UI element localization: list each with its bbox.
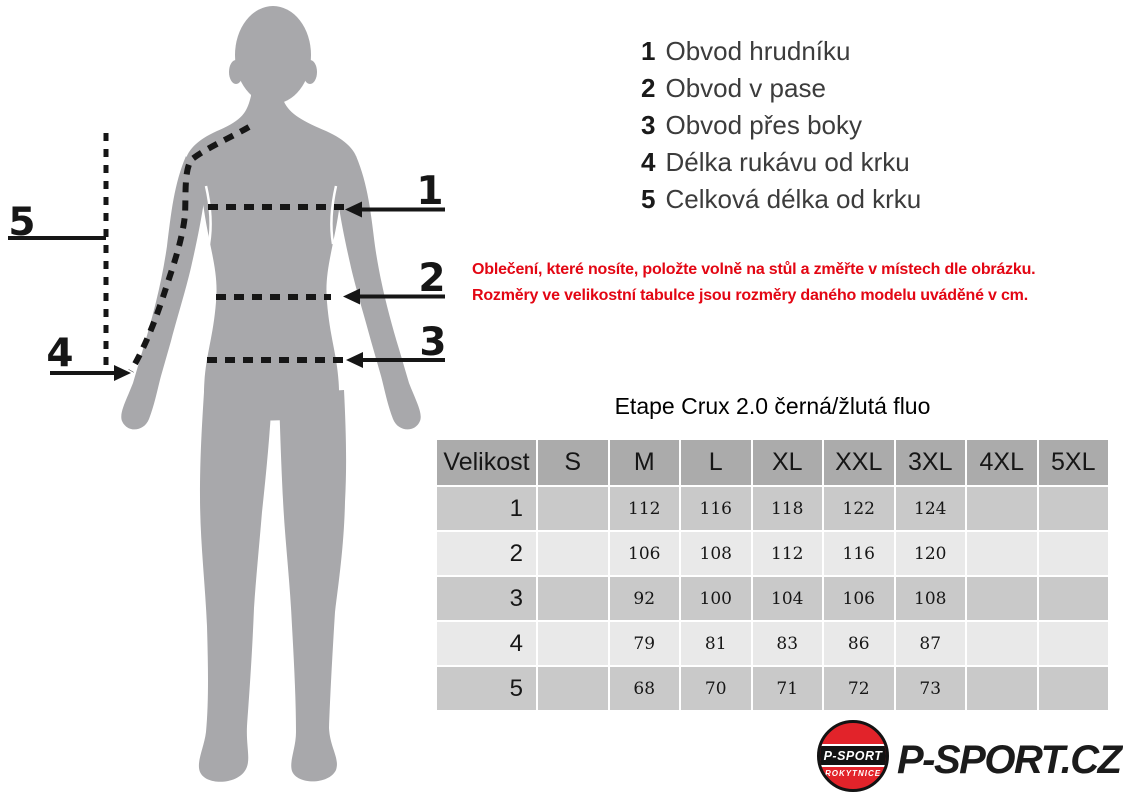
cell: 70 <box>681 667 751 710</box>
product-title: Etape Crux 2.0 černá/žlutá fluo <box>614 393 931 419</box>
instructions-line-2: Rozměry ve velikostní tabulce jsou rozměry daného modelu uváděné v cm. <box>472 287 1028 304</box>
row-label: 2 <box>437 532 536 575</box>
column-header-s: S <box>538 440 608 485</box>
logo-band-text: P-SPORT <box>823 748 883 763</box>
psport-logo-badge <box>817 720 889 792</box>
cell <box>538 622 608 665</box>
arrowhead-2 <box>343 289 360 305</box>
psport-wordmark: P-SPORT.CZ <box>897 738 1121 782</box>
cell <box>967 667 1037 710</box>
marker-3: 3 <box>419 320 447 365</box>
legend-label: Obvod hrudníku <box>665 36 851 66</box>
table-row <box>437 577 1108 620</box>
legend-number: 1 <box>641 36 656 66</box>
cell <box>1039 487 1109 530</box>
cell <box>967 532 1037 575</box>
cell: 83 <box>753 622 823 665</box>
cell <box>538 487 608 530</box>
measurement-legend <box>641 33 921 218</box>
legend-item <box>641 181 921 218</box>
marker-4: 4 <box>46 331 74 376</box>
cell: 120 <box>896 532 966 575</box>
cell: 81 <box>681 622 751 665</box>
cell: 108 <box>681 532 751 575</box>
column-header-velikost: Velikost <box>437 440 536 485</box>
legend-label: Celková délka od krku <box>665 184 922 214</box>
cell: 104 <box>753 577 823 620</box>
cell: 86 <box>824 622 894 665</box>
row-label: 1 <box>437 487 536 530</box>
body-silhouette <box>121 6 420 782</box>
legend-item <box>641 33 921 70</box>
cell: 124 <box>896 487 966 530</box>
cell: 118 <box>753 487 823 530</box>
table-row <box>437 667 1108 710</box>
instructions-line-1: Oblečení, které nosíte, položte volně na stůl a změřte v místech dle obrázku. <box>472 261 1036 278</box>
legend-item <box>641 70 921 107</box>
cell: 79 <box>610 622 680 665</box>
cell: 108 <box>896 577 966 620</box>
cell: 112 <box>753 532 823 575</box>
cell: 73 <box>896 667 966 710</box>
cell: 106 <box>824 577 894 620</box>
table-row <box>437 622 1108 665</box>
legend-number: 5 <box>641 184 656 214</box>
column-header-5xl: 5XL <box>1039 440 1109 485</box>
legend-item <box>641 107 921 144</box>
cell: 122 <box>824 487 894 530</box>
row-label: 4 <box>437 622 536 665</box>
legend-number: 3 <box>641 110 656 140</box>
row-label: 5 <box>437 667 536 710</box>
cell: 106 <box>610 532 680 575</box>
body-measurement-diagram <box>0 0 460 794</box>
cell <box>1039 622 1109 665</box>
cell: 116 <box>681 487 751 530</box>
size-chart-table <box>435 438 1110 712</box>
column-header-4xl: 4XL <box>967 440 1037 485</box>
legend-label: Délka rukávu od krku <box>665 147 910 177</box>
cell <box>967 487 1037 530</box>
cell <box>967 622 1037 665</box>
cell: 68 <box>610 667 680 710</box>
table-row <box>437 532 1108 575</box>
cell <box>1039 577 1109 620</box>
column-header-m: M <box>610 440 680 485</box>
arrowhead-3 <box>346 352 363 368</box>
size-chart-header-row <box>437 440 1108 485</box>
logo-sub-text: ROKYTNICE <box>824 769 882 778</box>
column-header-3xl: 3XL <box>896 440 966 485</box>
marker-1: 1 <box>416 169 444 214</box>
cell: 92 <box>610 577 680 620</box>
cell <box>1039 532 1109 575</box>
cell: 116 <box>824 532 894 575</box>
legend-label: Obvod přes boky <box>665 110 863 140</box>
cell: 72 <box>824 667 894 710</box>
cell: 112 <box>610 487 680 530</box>
marker-2: 2 <box>418 256 446 301</box>
cell: 87 <box>896 622 966 665</box>
table-row <box>437 487 1108 530</box>
marker-5: 5 <box>8 200 36 245</box>
cell: 100 <box>681 577 751 620</box>
arrowhead-4 <box>114 365 131 381</box>
cell: 71 <box>753 667 823 710</box>
cell <box>538 532 608 575</box>
logo-band <box>817 744 889 767</box>
legend-number: 4 <box>641 147 656 177</box>
measuring-instructions <box>472 257 1035 309</box>
column-header-xxl: XXL <box>824 440 894 485</box>
cell <box>1039 667 1109 710</box>
column-header-xl: XL <box>753 440 823 485</box>
legend-label: Obvod v pase <box>665 73 826 103</box>
legend-number: 2 <box>641 73 656 103</box>
cell <box>967 577 1037 620</box>
row-label: 3 <box>437 577 536 620</box>
column-header-l: L <box>681 440 751 485</box>
cell <box>538 577 608 620</box>
cell <box>538 667 608 710</box>
legend-item <box>641 144 921 181</box>
